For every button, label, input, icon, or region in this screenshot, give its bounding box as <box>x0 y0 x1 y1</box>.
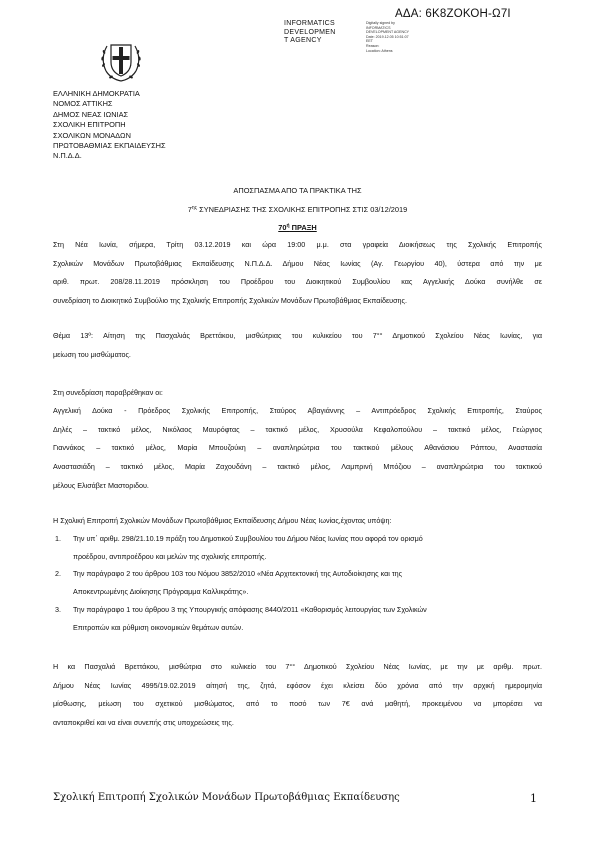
session-text: ΣΥΝΕΔΡΙΑΣΗΣ ΤΗΣ ΣΧΟΛΙΚΗΣ ΕΠΙΤΡΟΠΗΣ ΣΤΙΣ 03/12/2019 <box>197 205 408 214</box>
paragraph-line: Γιαννάκος – τακτικό μέλος, Μαρία Μπουζούκη – αναπληρώτρια του τακτικού μέλους Αθανάσιου Ράπτου, Αναστασία <box>53 443 542 453</box>
issuer-block <box>53 89 166 162</box>
paragraph-line: Η Σχολική Επιτροπή Σχολικών Μονάδων Πρωτοβάθμιας Εκπαίδευσης Δήμου Νέας Ιωνίας,έχοντας υπόψη: <box>53 516 392 525</box>
paragraph-line: Αναστασιάδη – τακτικό μέλος, Μαρία Ζαχουδάνη – τακτικό μέλος, Λαμπρινή Μπόζιου – αναπληρώτρια του τακτικού <box>53 462 542 472</box>
list-number: 1. <box>55 534 61 543</box>
issuer-line: ΝΟΜΟΣ ΑΤΤΙΚΗΣ <box>53 99 113 109</box>
page-number: 1 <box>530 792 537 805</box>
request-paragraph <box>53 658 542 733</box>
opening-paragraph <box>53 236 542 311</box>
paragraph-line: Στη Νέα Ιωνία, σήμερα, Τρίτη 03.12.2019 και ώρα 19:00 μ.μ. στα γραφεία Διοικήσεως της Σχολικής Επιτροπής <box>53 240 542 249</box>
paragraph-line: μίσθωσης, μείωση του σχετικού μισθώματος, από το ποσό των 7€ ανά μαθητή, προκειμένου να μπορέσει να <box>53 699 542 709</box>
stamp-line: INFORMATICS <box>284 20 336 27</box>
paragraph-line: Δηλές – τακτικό μέλος, Νικόλαος Μαυρόφτας – τακτικό μέλος, Χρυσούλα Κεφαλοπούλου – τακτικό μέλος, Γεώργιος <box>53 424 542 434</box>
paragraph-line: Θέμα 13º: Αίτηση της Πασχαλιάς Βρεττάκου, μισθώτριας του κυλικείου του 7°° Δημοτικού Σχολείου Νέας Ιωνίας, για <box>53 331 542 340</box>
list-item-line: προέδρου, αντιπροέδρου και μελών της σχολικής επιτροπής. <box>73 551 267 561</box>
list-item-line: Την παράγραφο 2 του άρθρου 103 του Νόμου 3852/2010 «Νέα Αρχιτεκτονική της Αυτοδιοίκησης και της <box>73 569 403 578</box>
paragraph-line: Η κα Πασχαλιά Βρεττάκου, μισθώτρια στο κυλικείο του 7°° Δημοτικού Σχολείου Νέας Ιωνίας, με την με αριθμ. πρωτ. <box>53 662 542 671</box>
document-title: ΑΠΟΣΠΑΣΜΑ ΑΠΟ ΤΑ ΠΡΑΚΤΙΚΑ ΤΗΣ <box>233 186 362 195</box>
digital-signature-stamp <box>284 20 366 52</box>
attendance-paragraph <box>53 402 542 496</box>
list-item-line: Την υπ΄ αριθμ. 298/21.10.19 πράξη του Δημοτικού Συμβουλίου του Δήμου Νέας Ιωνίας που αφορά τον ορισμό <box>73 534 423 543</box>
list-number: 2. <box>55 569 61 578</box>
issuer-line: Ν.Π.Δ.Δ. <box>53 151 82 161</box>
list-item-line: Επιτροπών και ρύθμιση οικονομικών θεμάτων αυτών. <box>73 622 244 632</box>
stamp-details <box>366 21 418 53</box>
act-number: 70 <box>278 223 287 232</box>
attendance-heading <box>53 384 542 403</box>
greek-coat-of-arms-icon <box>96 36 146 86</box>
stamp-detail-line: INFORMATICS <box>366 25 391 30</box>
subject-paragraph <box>53 327 542 364</box>
stamp-detail-line: DEVELOPMENT AGENCY <box>366 30 410 35</box>
paragraph-line: μείωση του μισθώματος. <box>53 349 131 359</box>
stamp-line: T AGENCY <box>284 37 322 44</box>
session-ordinal: ης <box>191 205 198 211</box>
list-item-line: Την παράγραφο 1 του άρθρου 3 της Υπουργικής απόφασης 8440/2011 «Καθορισμός λειτουργίας των Σχολικών <box>73 605 427 614</box>
stamp-detail-line: Reason: <box>366 43 380 48</box>
list-number: 3. <box>55 605 61 614</box>
paragraph-line: ανταποκριθεί και να είναι συνεπής στις υποχρεώσεις της. <box>53 718 234 728</box>
act-ordinal: ή <box>286 223 290 229</box>
issuer-line: ΠΡΩΤΟΒΑΘΜΙΑΣ ΕΚΠΑΙΔΕΥΣΗΣ <box>53 141 166 151</box>
issuer-line: ΕΛΛΗΝΙΚΗ ΔΗΜΟΚΡΑΤΙΑ <box>53 89 140 98</box>
issuer-line: ΔΗΜΟΣ ΝΕΑΣ ΙΩΝΙΑΣ <box>53 109 129 119</box>
stamp-detail-line: EET <box>366 39 373 44</box>
stamp-detail-line: Location: Athens <box>366 48 393 53</box>
act-text: ΠΡΑΞΗ <box>289 223 317 232</box>
issuer-line: ΣΧΟΛΙΚΗ ΕΠΙΤΡΟΠΗ <box>53 120 126 130</box>
paragraph-line: αριθ. πρωτ. 208/28.11.2019 πρόσκληση του Προέδρου του Διοικητικού Συμβουλίου κας Αγγελικής Δούκα συνήλθε σε <box>53 277 542 287</box>
paragraph-line: Αγγελική Δούκα - Πρόεδρος Σχολικής Επιτροπής, Σταύρος Αβαγιάννης – Αντιπρόεδρος Σχολικής Επιτροπής, Σταύρος <box>53 406 542 415</box>
act-title <box>0 223 595 232</box>
stamp-line: DEVELOPMEN <box>284 28 336 36</box>
paragraph-line: μέλους Ελισάβετ Μαστοριδου. <box>53 480 149 490</box>
decision-intro <box>53 512 542 531</box>
session-title <box>0 205 595 214</box>
paragraph-line: συνεδρίαση το Διοικητικό Συμβούλιο της Σχολικής Επιτροπής Σχολικών Μονάδων Πρωτοβάθμιας Εκπαίδευσης. <box>53 296 407 306</box>
page-footer: Σχολική Επιτροπή Σχολικών Μονάδων Πρωτοβάθμιας Εκπαίδευσης <box>53 792 400 803</box>
paragraph-line: Στη συνεδρίαση παραβρέθηκαν οι: <box>53 388 163 397</box>
session-number: 7 <box>187 205 192 214</box>
paragraph-line: Σχολικών Μονάδων Πρωτοβάθμιας Εκπαίδευσης Ν.Π.Δ.Δ. Δήμου Νέας Ιωνίας (Αγ. Γεωργίου 40), ύστερα από την με <box>53 258 542 268</box>
ada-code: ΑΔΑ: 6Κ8ΖΟΚΟΗ-Ω7Ι <box>395 8 511 20</box>
stamp-detail-line: Digitally signed by <box>366 21 395 25</box>
stamp-detail-line: Date: 2019.12.05 10:51:07 <box>366 34 409 39</box>
paragraph-line: Δήμου Νέας Ιωνίας 4995/19.02.2019 αίτησή της, ζητά, εφόσον έχει κλείσει δύο χρόνια από την αρχική ημερομηνία <box>53 680 542 690</box>
issuer-line: ΣΧΟΛΙΚΩΝ ΜΟΝΑΔΩΝ <box>53 130 131 140</box>
list-item-line: Αποκεντρωμένης Διοίκησης Πρόγραμμα Καλλικράτης». <box>73 586 249 596</box>
